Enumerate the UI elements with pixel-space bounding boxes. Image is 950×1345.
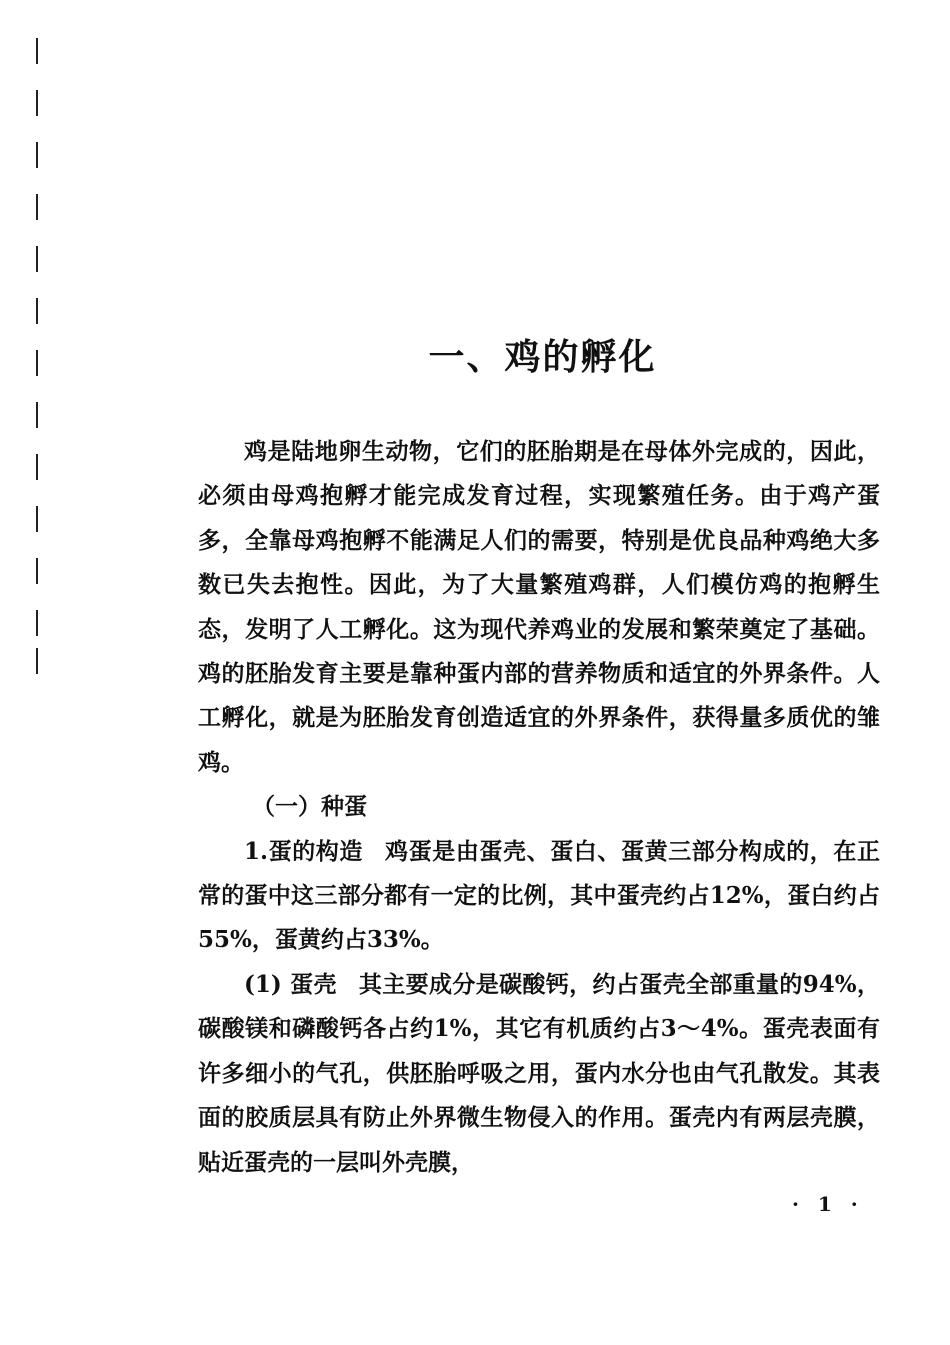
- section-heading: （一）种蛋: [252, 793, 367, 821]
- page-number: · 1 ·: [792, 1192, 864, 1216]
- chapter-title: 一、鸡的孵化: [428, 336, 657, 379]
- eggshell-text: 其主要成分是碳酸钙，约占蛋壳全部重量的94%，碳酸镁和磷酸钙各占约1%，其它有机质约占3～4%。蛋壳表面有许多细小的气孔，供胚胎呼吸之用，蛋内水分也由气孔散发。其表面的胶质层具有防止外界微生物侵入的作用。蛋壳内有两层壳膜，贴近蛋壳的一层叫外壳膜，: [198, 970, 880, 1176]
- intro-paragraph: 鸡是陆地卵生动物，它们的胚胎期是在母体外完成的，因此，必须由母鸡抱孵才能完成发育过程，实现繁殖任务。由于鸡产蛋多，全靠母鸡抱孵不能满足人们的需要，特别是优良品种鸡绝大多数已失去抱性。因此，为了大量繁殖鸡群，人们模仿鸡的抱孵生态，发明了人工孵化。这为现代养鸡业的发展和繁荣奠定了基础。鸡的胚胎发育主要是靠种蛋内部的营养物质和适宜的外界条件。人工孵化，就是为胚胎发育创造适宜的外界条件，获得量多质优的雏鸡。: [198, 438, 880, 776]
- body-text: [198, 430, 880, 1185]
- eggshell-heading: (1) 蛋壳: [244, 970, 337, 998]
- egg-structure-text: 鸡蛋是由蛋壳、蛋白、蛋黄三部分构成的，在正常的蛋中这三部分都有一定的比例，其中蛋壳约占12%，蛋白约占55%，蛋黄约占33%。: [198, 837, 881, 954]
- egg-structure-heading: 1.蛋的构造: [244, 837, 364, 865]
- eggshell-paragraph: [198, 963, 880, 1185]
- egg-structure-paragraph: [198, 830, 880, 963]
